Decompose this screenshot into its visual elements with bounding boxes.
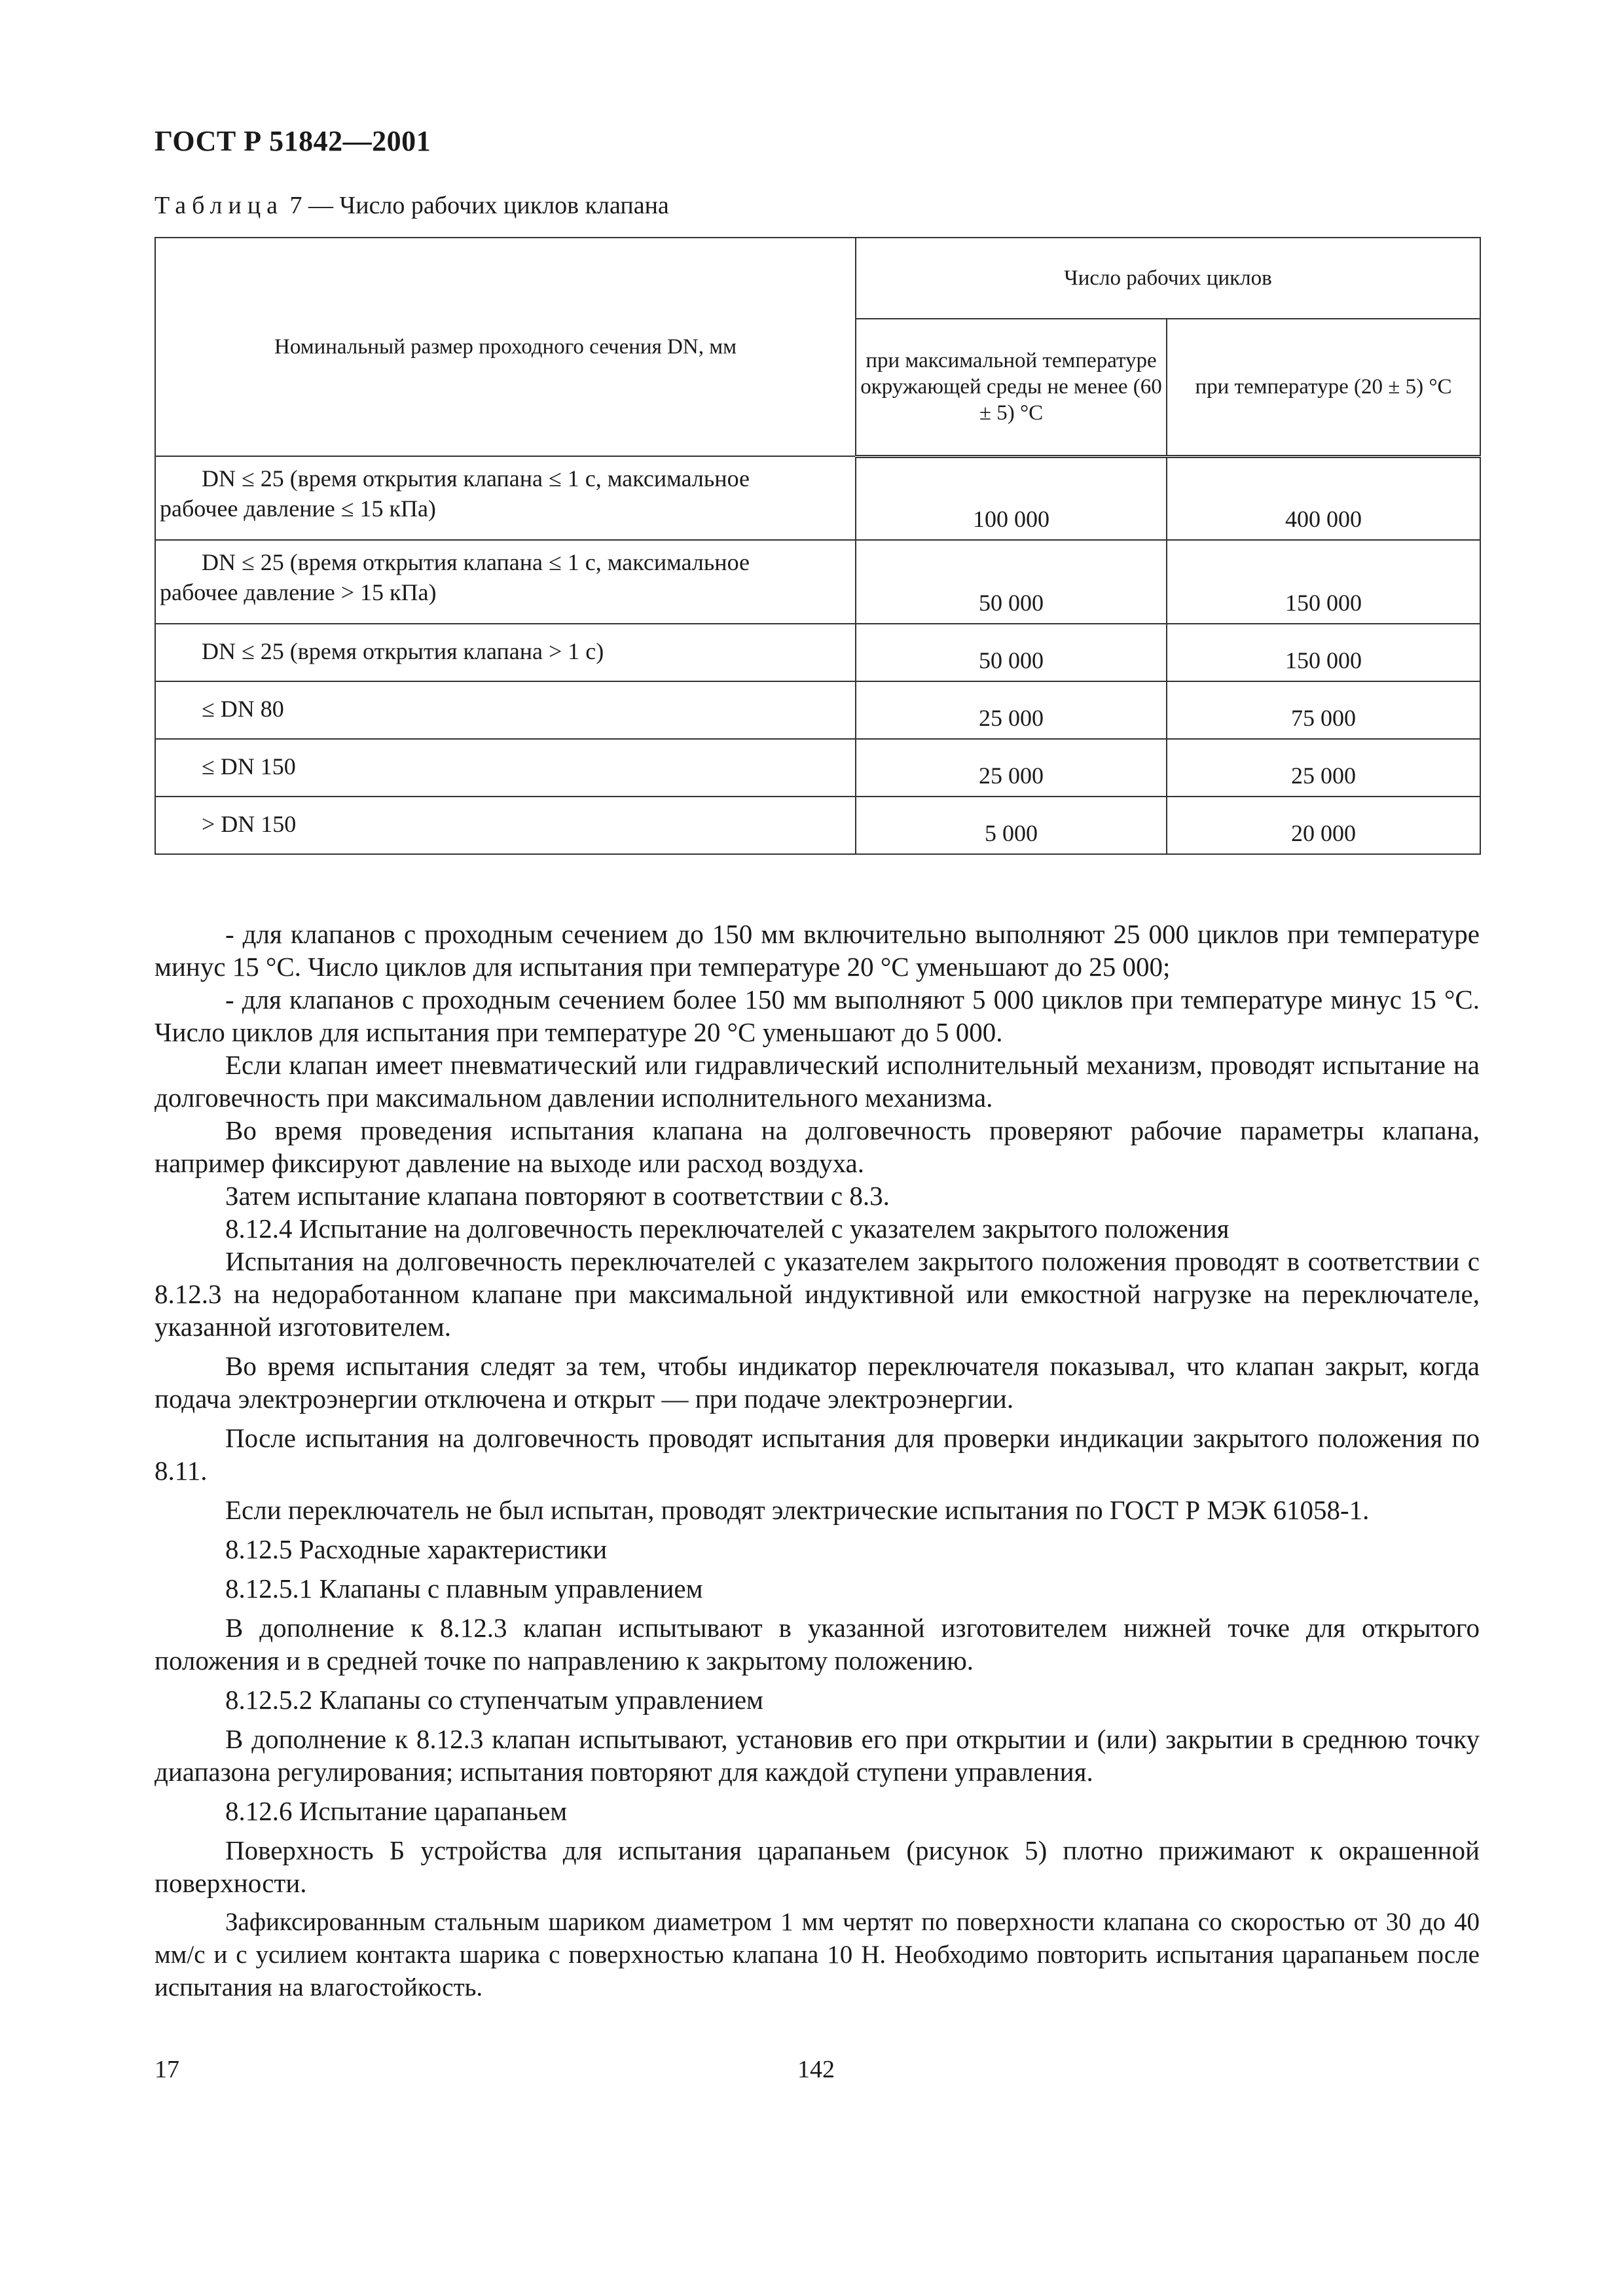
table-row: [155, 797, 1480, 854]
document-header: ГОСТ Р 51842—2001: [155, 125, 431, 157]
cell-temp-20: 25 000: [1167, 739, 1480, 797]
table-row: [155, 739, 1480, 797]
work-cycles-table: [155, 237, 1481, 855]
row-label-line1: DN ≤ 25 (время открытия клапана ≤ 1 с, максимальное: [202, 549, 750, 575]
cell-temp-20: 150 000: [1167, 540, 1480, 624]
paragraph: Затем испытание клапана повторяют в соответствии с 8.3.: [225, 1181, 890, 1211]
paragraph: Зафиксированным стальным шариком диаметром 1 мм чертят по поверхности клапана со скоростью от 30 до 40 мм/с и с усилием контакта шарика с поверхностью клапана 10 Н. Необходимо повторить испытания царапаньем после испытания на влагостойкость.: [155, 1908, 1480, 2001]
cell-max-temp: 25 000: [856, 739, 1167, 797]
paragraph: Поверхность Б устройства для испытания царапаньем (рисунок 5) плотно прижимают к окрашенной поверхности.: [155, 1835, 1480, 1898]
paragraph: - для клапанов с проходным сечением до 150 мм включительно выполняют 25 000 циклов при температуре минус 15 °С. Число циклов для испытания при температуре 20 °С уменьшают до 25 000;: [155, 919, 1480, 982]
section-heading-8-12-5: 8.12.5 Расходные характеристики: [225, 1534, 608, 1564]
row-label: ≤ DN 150: [155, 739, 856, 797]
cell-temp-20: 75 000: [1167, 681, 1480, 739]
row-label-line1: DN ≤ 25 (время открытия клапана ≤ 1 с, максимальное: [202, 465, 750, 492]
cell-max-temp: 50 000: [856, 624, 1167, 681]
row-label-line2: рабочее давление ≤ 15 кПа): [160, 495, 436, 522]
cell-max-temp: 100 000: [856, 456, 1167, 540]
row-label: [155, 456, 856, 540]
cell-temp-20: 20 000: [1167, 797, 1480, 854]
table-row: [155, 624, 1480, 681]
body-text: [155, 918, 1480, 2004]
paragraph: После испытания на долговечность проводят испытания для проверки индикации закрытого положения по 8.11.: [155, 1423, 1480, 1486]
row-label: > DN 150: [155, 797, 856, 854]
table-row: [155, 456, 1480, 540]
page-number-center: 142: [797, 2056, 835, 2083]
cell-max-temp: 5 000: [856, 797, 1167, 854]
table-caption-title: 7 — Число рабочих циклов клапана: [283, 192, 669, 219]
table-caption-word: Таблица: [155, 192, 284, 219]
paragraph: В дополнение к 8.12.3 клапан испытывают, установив его при открытии и (или) закрытии в среднюю точку диапазона регулирования; испытания повторяют для каждой ступени управления.: [155, 1724, 1480, 1787]
section-heading-8-12-5-2: 8.12.5.2 Клапаны со ступенчатым управлением: [225, 1685, 764, 1715]
paragraph: Во время проведения испытания клапана на долговечность проверяют рабочие параметры клапана, например фиксируют давление на выходе или расход воздуха.: [155, 1115, 1480, 1178]
page-number-left: 17: [155, 2056, 179, 2083]
cell-max-temp: 50 000: [856, 540, 1167, 624]
row-label-line2: рабочее давление > 15 кПа): [160, 579, 437, 605]
table-row: [155, 540, 1480, 624]
section-heading-8-12-5-1: 8.12.5.1 Клапаны с плавным управлением: [225, 1573, 703, 1604]
paragraph: Во время испытания следят за тем, чтобы индикатор переключателя показывал, что клапан закрыт, когда подача электроэнергии отключена и открыт — при подаче электроэнергии.: [155, 1351, 1480, 1414]
paragraph: - для клапанов с проходным сечением более 150 мм выполняют 5 000 циклов при температуре минус 15 °С. Число циклов для испытания при температуре 20 °С уменьшают до 5 000.: [155, 984, 1480, 1047]
table-row: [155, 681, 1480, 739]
col-header-temp-20: при температуре (20 ± 5) °С: [1167, 319, 1480, 456]
section-heading-8-12-4: 8.12.4 Испытание на долговечность переключателей с указателем закрытого положения: [225, 1213, 1230, 1244]
cell-temp-20: 150 000: [1167, 624, 1480, 681]
paragraph: Испытания на долговечность переключателей с указателем закрытого положения проводят в соответствии с 8.12.3 на недоработанном клапане при максимальной индуктивной или емкостной нагрузке на переключателе, указанной изготовителем.: [155, 1246, 1480, 1342]
row-label: [155, 540, 856, 624]
paragraph: В дополнение к 8.12.3 клапан испытывают в указанной изготовителем нижней точке для открытого положения и в средней точке по направлению к закрытому положению.: [155, 1613, 1480, 1676]
row-label: ≤ DN 80: [155, 681, 856, 739]
col-header-cycles-group: Число рабочих циклов: [856, 238, 1480, 319]
section-heading-8-12-6: 8.12.6 Испытание царапаньем: [225, 1796, 568, 1826]
cell-temp-20: 400 000: [1167, 456, 1480, 540]
col-header-max-temp: при максимальной температуре окружающей среды не менее (60 ± 5) °С: [856, 319, 1167, 456]
paragraph: Если переключатель не был испытан, проводят электрические испытания по ГОСТ Р МЭК 61058-1.: [225, 1495, 1370, 1525]
paragraph: Если клапан имеет пневматический или гидравлический исполнительный механизм, проводят испытание на долговечность при максимальном давлении исполнительного механизма.: [155, 1050, 1480, 1113]
table-caption: [155, 191, 669, 220]
row-label: DN ≤ 25 (время открытия клапана > 1 с): [155, 624, 856, 681]
cell-max-temp: 25 000: [856, 681, 1167, 739]
col-header-nominal-size: Номинальный размер проходного сечения DN, мм: [155, 238, 856, 456]
